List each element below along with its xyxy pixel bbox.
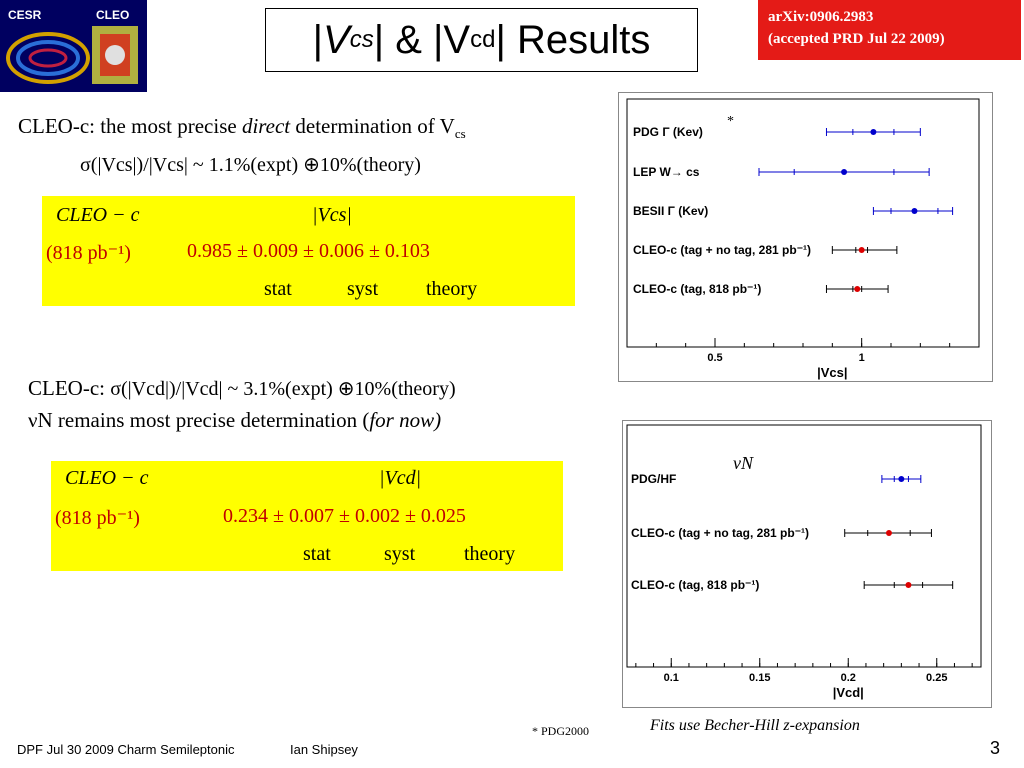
vcs-box-theory: theory [426, 278, 478, 300]
point-label: CLEO-c (tag, 818 pb⁻¹) [631, 578, 760, 592]
vcs-precision: σ(|Vcs|)/|Vcs| ~ 1.1%(expt) ⊕10%(theory) [80, 154, 421, 176]
vcd-note-em: for now) [369, 408, 442, 432]
vcd-box-value: 0.234 ± 0.007 ± 0.002 ± 0.025 [223, 505, 466, 527]
data-point [911, 208, 917, 214]
nu-n-annotation: νN [733, 453, 753, 473]
vcd-result-box [51, 461, 563, 571]
title-sub-cd: cd [470, 26, 496, 53]
data-point [886, 530, 892, 536]
point-label: CLEO-c (tag + no tag, 281 pb⁻¹) [631, 526, 810, 540]
point-label: LEP W→ cs [633, 165, 700, 179]
vcd-chart [623, 421, 991, 707]
vcd-precision: σ(|Vcd|)/|Vcd| ~ 3.1%(expt) ⊕10%(theory) [110, 378, 456, 400]
cleo-cesr-logo [0, 0, 147, 92]
vcd-box-label: CLEO − c [65, 467, 149, 489]
tick-label: 0.1 [663, 672, 679, 684]
vcs-box-syst: syst [347, 278, 379, 300]
data-point [870, 129, 876, 135]
page-number: 3 [990, 738, 1001, 758]
vcd-box-theory: theory [464, 543, 516, 565]
vcs-intro-a: CLEO-c: the most precise [18, 114, 242, 138]
vcd-prefix: CLEO-c: [28, 376, 111, 400]
vcd-box-syst: syst [384, 543, 416, 565]
vcd-box-stat: stat [303, 543, 331, 565]
tick-label: 0.2 [840, 672, 856, 684]
point-label: PDG/HF [631, 472, 677, 486]
x-axis-label: |Vcd| [832, 685, 864, 700]
tick-label: 0.15 [749, 672, 771, 684]
data-point [841, 169, 847, 175]
vcs-result-box [42, 196, 575, 306]
vcs-chart-panel [618, 92, 993, 382]
title-tail: | Results [495, 17, 651, 62]
vcd-note [28, 408, 441, 433]
fits-note: Fits use Becher-Hill z-expansion [650, 717, 860, 734]
plot-frame [627, 425, 981, 667]
point-label: CLEO-c (tag, 818 pb⁻¹) [633, 282, 762, 296]
data-point [859, 247, 865, 253]
x-axis-label: |Vcs| [817, 365, 848, 380]
title-sub-cs: cs [349, 26, 374, 53]
arxiv-status: (accepted PRD Jul 22 2009) [768, 31, 945, 47]
point-label: CLEO-c (tag + no tag, 281 pb⁻¹) [633, 243, 812, 257]
vcs-box-quantity: |Vcs| [312, 204, 352, 226]
vcs-intro-sub: cs [454, 126, 466, 142]
title-v: V [323, 17, 350, 62]
vcd-chart-panel [622, 420, 992, 708]
slide-title: | V cs | & |V cd | Results [265, 8, 698, 72]
data-point [898, 476, 904, 482]
title-mid: | & |V [373, 17, 471, 62]
vcs-chart [619, 93, 992, 381]
tick-label: 0.5 [707, 352, 723, 364]
logo-cesr-text: CESR [8, 8, 42, 22]
vcs-intro [18, 114, 466, 142]
vcs-intro-em: direct [241, 114, 291, 138]
vcs-intro-b: determination of V [290, 114, 455, 138]
detector-graphic-icon [0, 0, 147, 92]
vcd-precision-line [28, 376, 456, 401]
vcs-box-lumi: (818 pb⁻¹) [46, 242, 131, 264]
tick-label: 1 [858, 352, 865, 364]
arxiv-reference [758, 0, 1021, 60]
pdg-star-annotation: * [727, 114, 734, 129]
point-label: BESII Γ (Kev) [633, 204, 709, 218]
vcd-note-a: νN remains most precise determination ( [28, 408, 370, 432]
vcs-box-value: 0.985 ± 0.009 ± 0.006 ± 0.103 [187, 240, 430, 262]
arxiv-id: arXiv:0906.2983 [768, 9, 874, 25]
pdg-footnote: * PDG2000 [532, 724, 590, 738]
vcs-box-label: CLEO − c [56, 204, 140, 226]
footer-author: Ian Shipsey [290, 742, 358, 757]
vcd-box-quantity: |Vcd| [379, 467, 422, 489]
logo-cleo-text: CLEO [96, 8, 130, 22]
vcd-box-lumi: (818 pb⁻¹) [55, 507, 140, 529]
data-point [905, 582, 911, 588]
data-point [854, 286, 860, 292]
point-label: PDG Γ (Kev) [633, 125, 703, 139]
tick-label: 0.25 [926, 672, 948, 684]
vcs-box-stat: stat [264, 278, 292, 300]
footer-conference: DPF Jul 30 2009 Charm Semileptonic [17, 742, 235, 757]
